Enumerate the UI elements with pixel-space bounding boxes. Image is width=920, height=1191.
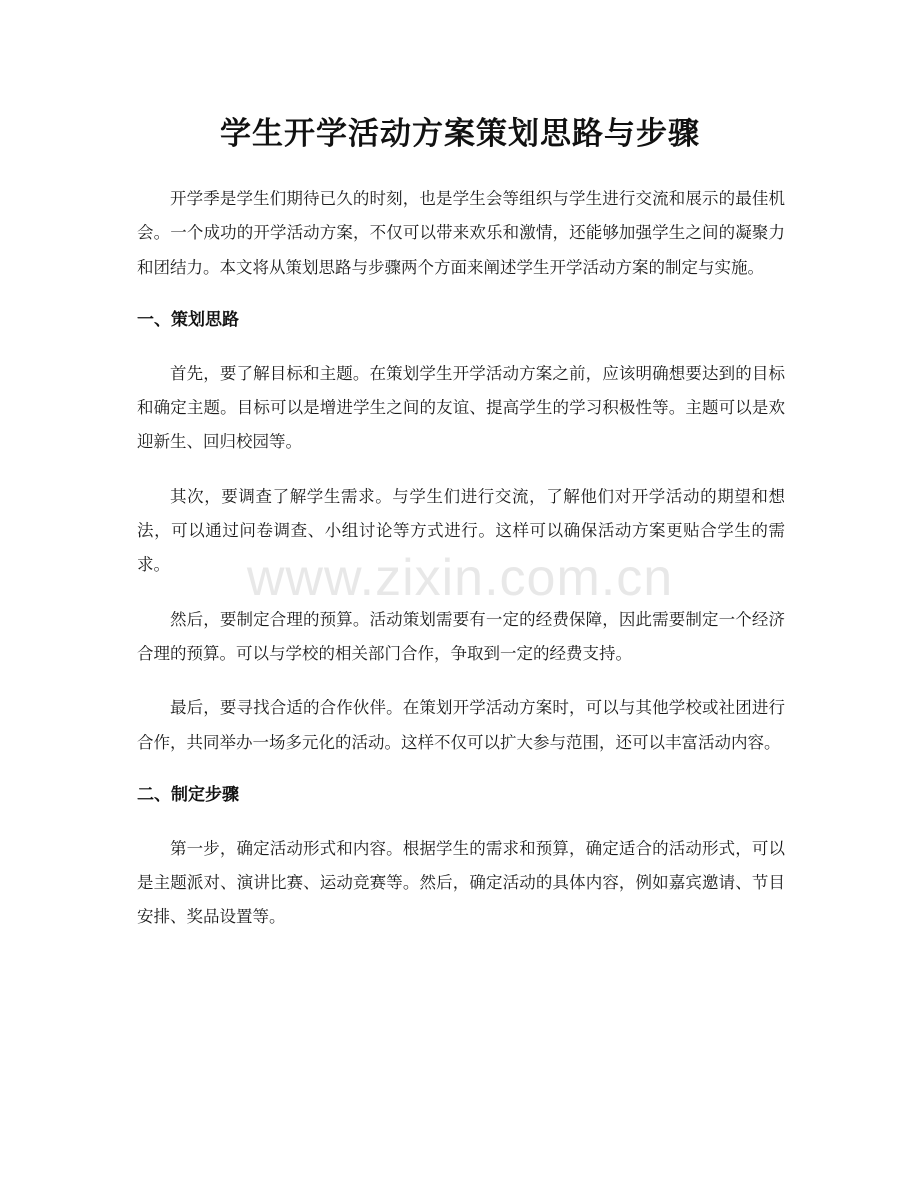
watermark: www.zixin.com.cn: [246, 549, 674, 607]
paragraph: 其次，要调查了解学生需求。与学生们进行交流，了解他们对开学活动的期望和想法，可以通过问卷调查、小组讨论等方式进行。这样可以确保活动方案更贴合学生的需求。: [137, 486, 785, 575]
paragraph: 首先，要了解目标和主题。在策划学生开学活动方案之前，应该明确想要达到的目标和确定主题。目标可以是增进学生之间的友谊、提高学生的学习积极性等。主题可以是欢迎新生、回归校园等。: [137, 363, 785, 452]
section-heading-steps: 二、制定步骤: [137, 784, 239, 805]
intro-paragraph: 开学季是学生们期待已久的时刻，也是学生会等组织与学生进行交流和展示的最佳机会。一个成功的开学活动方案，不仅可以带来欢乐和激情，还能够加强学生之间的凝聚力和团结力。本文将从策划思路与步骤两个方面来阐述学生开学活动方案的制定与实施。: [137, 189, 785, 277]
section-heading-planning: 一、策划思路: [137, 309, 239, 330]
paragraph: 然后，要制定合理的预算。活动策划需要有一定的经费保障，因此需要制定一个经济合理的预算。可以与学校的相关部门合作，争取到一定的经费支持。: [137, 609, 785, 663]
paragraph: 最后，要寻找合适的合作伙伴。在策划开学活动方案时，可以与其他学校或社团进行合作，共同举办一场多元化的活动。这样不仅可以扩大参与范围，还可以丰富活动内容。: [137, 698, 785, 752]
page-title: 学生开学活动方案策划思路与步骤: [220, 116, 700, 152]
document-body: [137, 182, 785, 955]
paragraph: 第一步，确定活动形式和内容。根据学生的需求和预算，确定适合的活动形式，可以是主题派对、演讲比赛、运动竞赛等。然后，确定活动的具体内容，例如嘉宾邀请、节目安排、奖品设置等。: [137, 838, 785, 927]
